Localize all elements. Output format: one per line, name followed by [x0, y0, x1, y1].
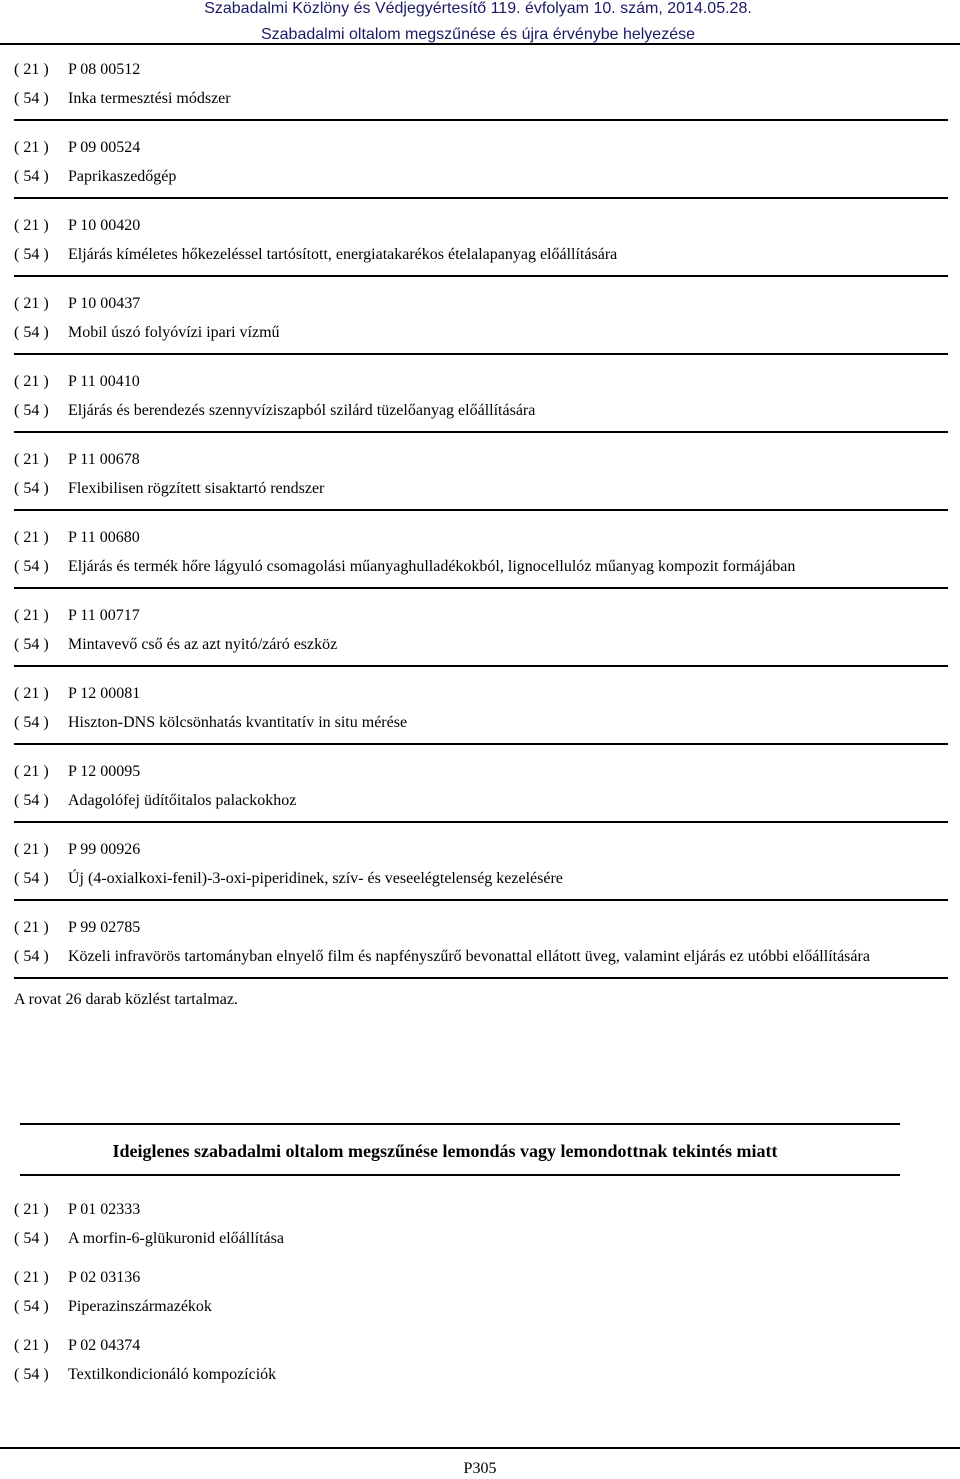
inid-code: ( 54 ) — [14, 714, 49, 731]
inid-code: ( 21 ) — [14, 61, 49, 78]
application-number: P 02 04374 — [68, 1337, 141, 1354]
application-number: P 99 00926 — [68, 841, 141, 858]
invention-title-row — [14, 162, 948, 191]
inid-code: ( 54 ) — [14, 792, 49, 809]
inid-code: ( 21 ) — [14, 1269, 49, 1286]
header-divider — [0, 43, 960, 45]
page-header — [0, 0, 960, 44]
entry-list-2 — [14, 1192, 948, 1396]
entry-list — [14, 52, 948, 1014]
inid-code: ( 54 ) — [14, 402, 49, 419]
inid-code: ( 21 ) — [14, 763, 49, 780]
invention-title-row — [14, 942, 948, 971]
application-number-row — [14, 835, 948, 864]
inid-code: ( 21 ) — [14, 217, 49, 234]
patent-entry — [14, 832, 948, 901]
invention-title: Hiszton-DNS kölcsönhatás kvantitatív in situ mérése — [68, 714, 408, 731]
inid-code: ( 21 ) — [14, 295, 49, 312]
application-number-row — [14, 1195, 948, 1224]
invention-title: Textilkondicionáló kompozíciók — [68, 1366, 277, 1383]
application-number: P 10 00420 — [68, 217, 141, 234]
inid-code: ( 21 ) — [14, 1337, 49, 1354]
inid-code: ( 54 ) — [14, 636, 49, 653]
footer-divider — [0, 1447, 960, 1449]
inid-code: ( 21 ) — [14, 607, 49, 624]
patent-entry — [14, 520, 948, 589]
application-number: P 99 02785 — [68, 919, 141, 936]
section-2-heading-block — [20, 1123, 900, 1176]
application-number-row — [14, 679, 948, 708]
inid-code: ( 21 ) — [14, 841, 49, 858]
invention-title-row — [14, 240, 948, 269]
application-number: P 02 03136 — [68, 1269, 141, 1286]
patent-entry — [14, 910, 948, 979]
patent-entry — [14, 676, 948, 745]
inid-code: ( 54 ) — [14, 168, 49, 185]
application-number-row — [14, 1331, 948, 1360]
inid-code: ( 21 ) — [14, 451, 49, 468]
invention-title-row — [14, 708, 948, 737]
patent-entry — [14, 208, 948, 277]
application-number: P 12 00081 — [68, 685, 141, 702]
application-number: P 08 00512 — [68, 61, 141, 78]
invention-title-row — [14, 630, 948, 659]
inid-code: ( 21 ) — [14, 919, 49, 936]
inid-code: ( 54 ) — [14, 870, 49, 887]
invention-title: Közeli infravörös tartományban elnyelő film és napfényszűrő bevonattal ellátott üveg, valamint eljárás ez utóbbi előállítására — [68, 948, 870, 965]
application-number: P 10 00437 — [68, 295, 141, 312]
invention-title-row — [14, 552, 948, 581]
inid-code: ( 54 ) — [14, 324, 49, 341]
inid-code: ( 54 ) — [14, 948, 49, 965]
application-number: P 01 02333 — [68, 1201, 141, 1218]
patent-entry — [14, 286, 948, 355]
application-number-row — [14, 55, 948, 84]
inid-code: ( 21 ) — [14, 1201, 49, 1218]
application-number-row — [14, 601, 948, 630]
invention-title: Új (4-oxialkoxi-fenil)-3-oxi-piperidinek, szív- és veseelégtelenség kezelésére — [68, 870, 563, 887]
patent-entry — [14, 1260, 948, 1328]
application-number: P 11 00678 — [68, 451, 140, 468]
invention-title-row — [14, 318, 948, 347]
invention-title: Inka termesztési módszer — [68, 90, 231, 107]
invention-title-row — [14, 396, 948, 425]
invention-title: Paprikaszedőgép — [68, 168, 177, 185]
inid-code: ( 54 ) — [14, 246, 49, 263]
application-number: P 11 00680 — [68, 529, 140, 546]
section-2-title: Ideiglenes szabadalmi oltalom megszűnése lemondás vagy lemondottnak tekintés miatt — [112, 1141, 778, 1161]
application-number-row — [14, 133, 948, 162]
application-number-row — [14, 367, 948, 396]
section-heading: Szabadalmi oltalom megszűnése és újra érvénybe helyezése — [260, 26, 695, 43]
journal-title: Szabadalmi Közlöny és Védjegyértesítő 119. évfolyam 10. szám, 2014.05.28. — [204, 0, 752, 17]
invention-title-row — [14, 864, 948, 893]
invention-title: Mobil úszó folyóvízi ipari vízmű — [68, 324, 280, 341]
invention-title-row — [14, 1292, 948, 1321]
inid-code: ( 54 ) — [14, 1298, 49, 1315]
invention-title: Eljárás kíméletes hőkezeléssel tartósított, energiatakarékos ételalapanyag előállítására — [68, 246, 618, 263]
invention-title-row — [14, 1224, 948, 1253]
application-number-row — [14, 211, 948, 240]
inid-code: ( 54 ) — [14, 1366, 49, 1383]
inid-code: ( 54 ) — [14, 1230, 49, 1247]
patent-entry — [14, 442, 948, 511]
patent-entry — [14, 364, 948, 433]
application-number: P 11 00410 — [68, 373, 140, 390]
patent-entry — [14, 130, 948, 199]
application-number-row — [14, 913, 948, 942]
invention-title-row — [14, 786, 948, 815]
invention-title-row — [14, 1360, 948, 1389]
invention-title: Flexibilisen rögzített sisaktartó rendszer — [68, 480, 325, 497]
section-divider-bottom — [20, 1174, 900, 1176]
patent-entry — [14, 598, 948, 667]
invention-title-row — [14, 474, 948, 503]
page-number: P305 — [463, 1460, 497, 1477]
application-number-row — [14, 523, 948, 552]
section-summary: A rovat 26 darab közlést tartalmaz. — [14, 991, 238, 1008]
application-number: P 09 00524 — [68, 139, 141, 156]
inid-code: ( 54 ) — [14, 558, 49, 575]
patent-entry — [14, 1192, 948, 1260]
patent-entry — [14, 754, 948, 823]
application-number-row — [14, 757, 948, 786]
inid-code: ( 54 ) — [14, 480, 49, 497]
inid-code: ( 21 ) — [14, 139, 49, 156]
invention-title: Mintavevő cső és az azt nyitó/záró eszköz — [68, 636, 338, 653]
inid-code: ( 21 ) — [14, 529, 49, 546]
invention-title: A morfin-6-glükuronid előállítása — [68, 1230, 284, 1247]
inid-code: ( 21 ) — [14, 685, 49, 702]
application-number-row — [14, 289, 948, 318]
invention-title: Eljárás és termék hőre lágyuló csomagolási műanyaghulladékokból, lignocellulóz műanyag kompozit formájában — [68, 558, 796, 575]
patent-entry — [14, 1328, 948, 1396]
invention-title: Adagolófej üdítőitalos palackokhoz — [68, 792, 297, 809]
invention-title: Eljárás és berendezés szennyvíziszapból szilárd tüzelőanyag előállítására — [68, 402, 536, 419]
invention-title: Piperazinszármazékok — [68, 1298, 212, 1315]
invention-title-row — [14, 84, 948, 113]
application-number-row — [14, 445, 948, 474]
patent-entry — [14, 52, 948, 121]
application-number-row — [14, 1263, 948, 1292]
application-number: P 12 00095 — [68, 763, 141, 780]
application-number: P 11 00717 — [68, 607, 140, 624]
inid-code: ( 21 ) — [14, 373, 49, 390]
inid-code: ( 54 ) — [14, 90, 49, 107]
